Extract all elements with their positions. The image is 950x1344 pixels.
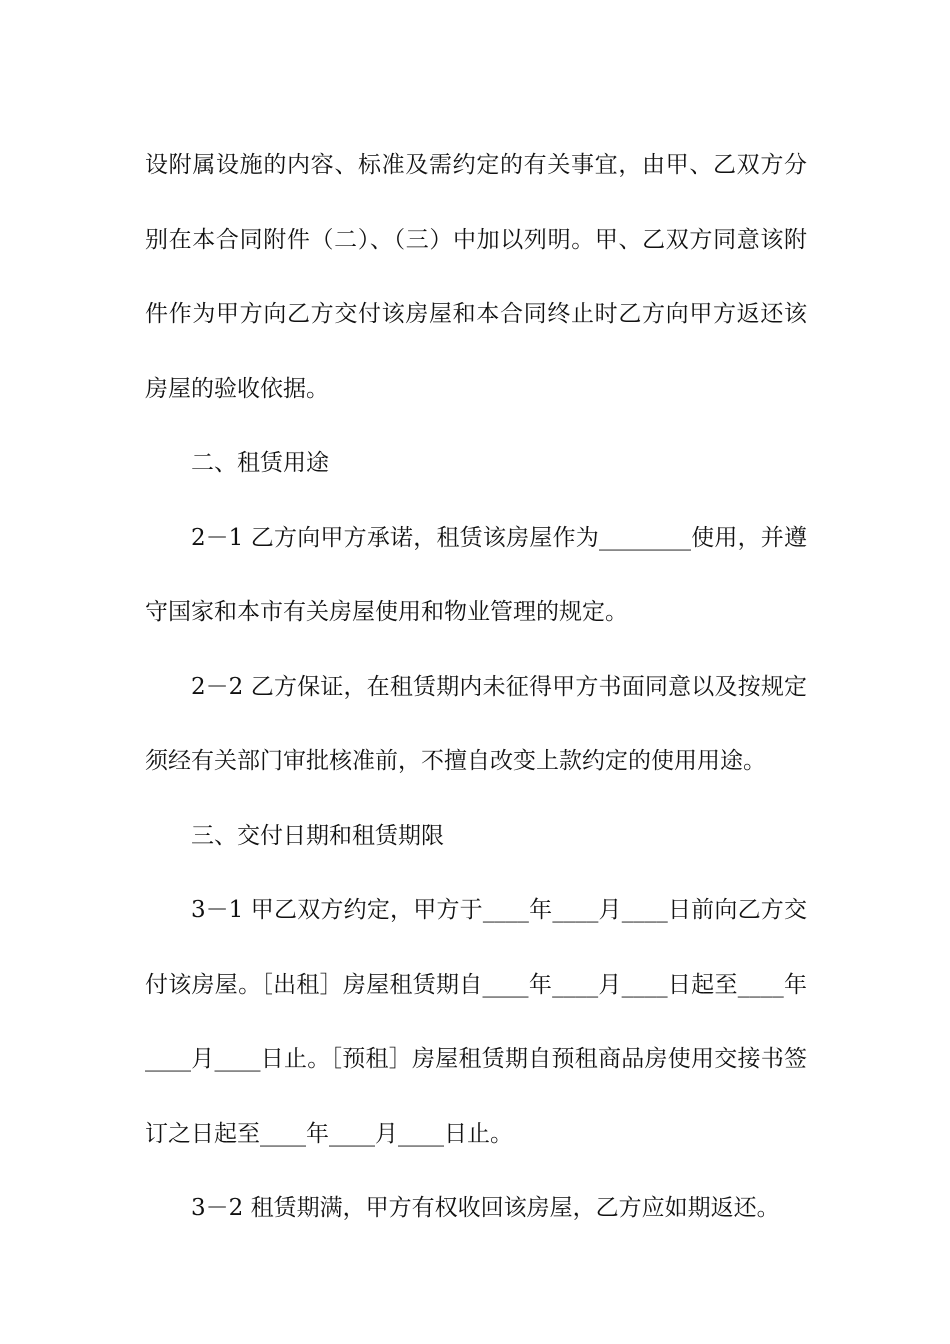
paragraph-attachment-inspection: 设附属设施的内容、标准及需约定的有关事宜，由甲、乙双方分别在本合同附件（二）、（三）中加以列明。甲、乙双方同意该附件作为甲方向乙方交付该房屋和本合同终止时乙方向甲方返还该房屋的验收依据。 bbox=[145, 152, 807, 402]
section-heading-delivery-and-term: 三、交付日期和租赁期限 bbox=[191, 822, 444, 849]
clause-3-1: 3－1 甲乙双方约定，甲方于____年____月____日前向乙方交付该房屋。［出租］房屋租赁期自____年____月____日起至____年____月____日止。［预租］房屋租赁期自预租商品房使用交接书签订之日起至____年____月____日止。 bbox=[145, 897, 807, 1147]
clause-2-2: 2－2 乙方保证，在租赁期内未征得甲方书面同意以及按规定须经有关部门审批核准前，不擅自改变上款约定的使用用途。 bbox=[145, 673, 807, 774]
document-body bbox=[145, 128, 807, 1246]
section-heading-lease-purpose: 二、租赁用途 bbox=[191, 450, 329, 476]
clause-3-2: 3－2 租赁期满，甲方有权收回该房屋，乙方应如期返还。 bbox=[191, 1195, 780, 1221]
clause-2-1: 2－1 乙方向甲方承诺，租赁该房屋作为________使用，并遵守国家和本市有关房屋使用和物业管理的规定。 bbox=[145, 524, 807, 625]
